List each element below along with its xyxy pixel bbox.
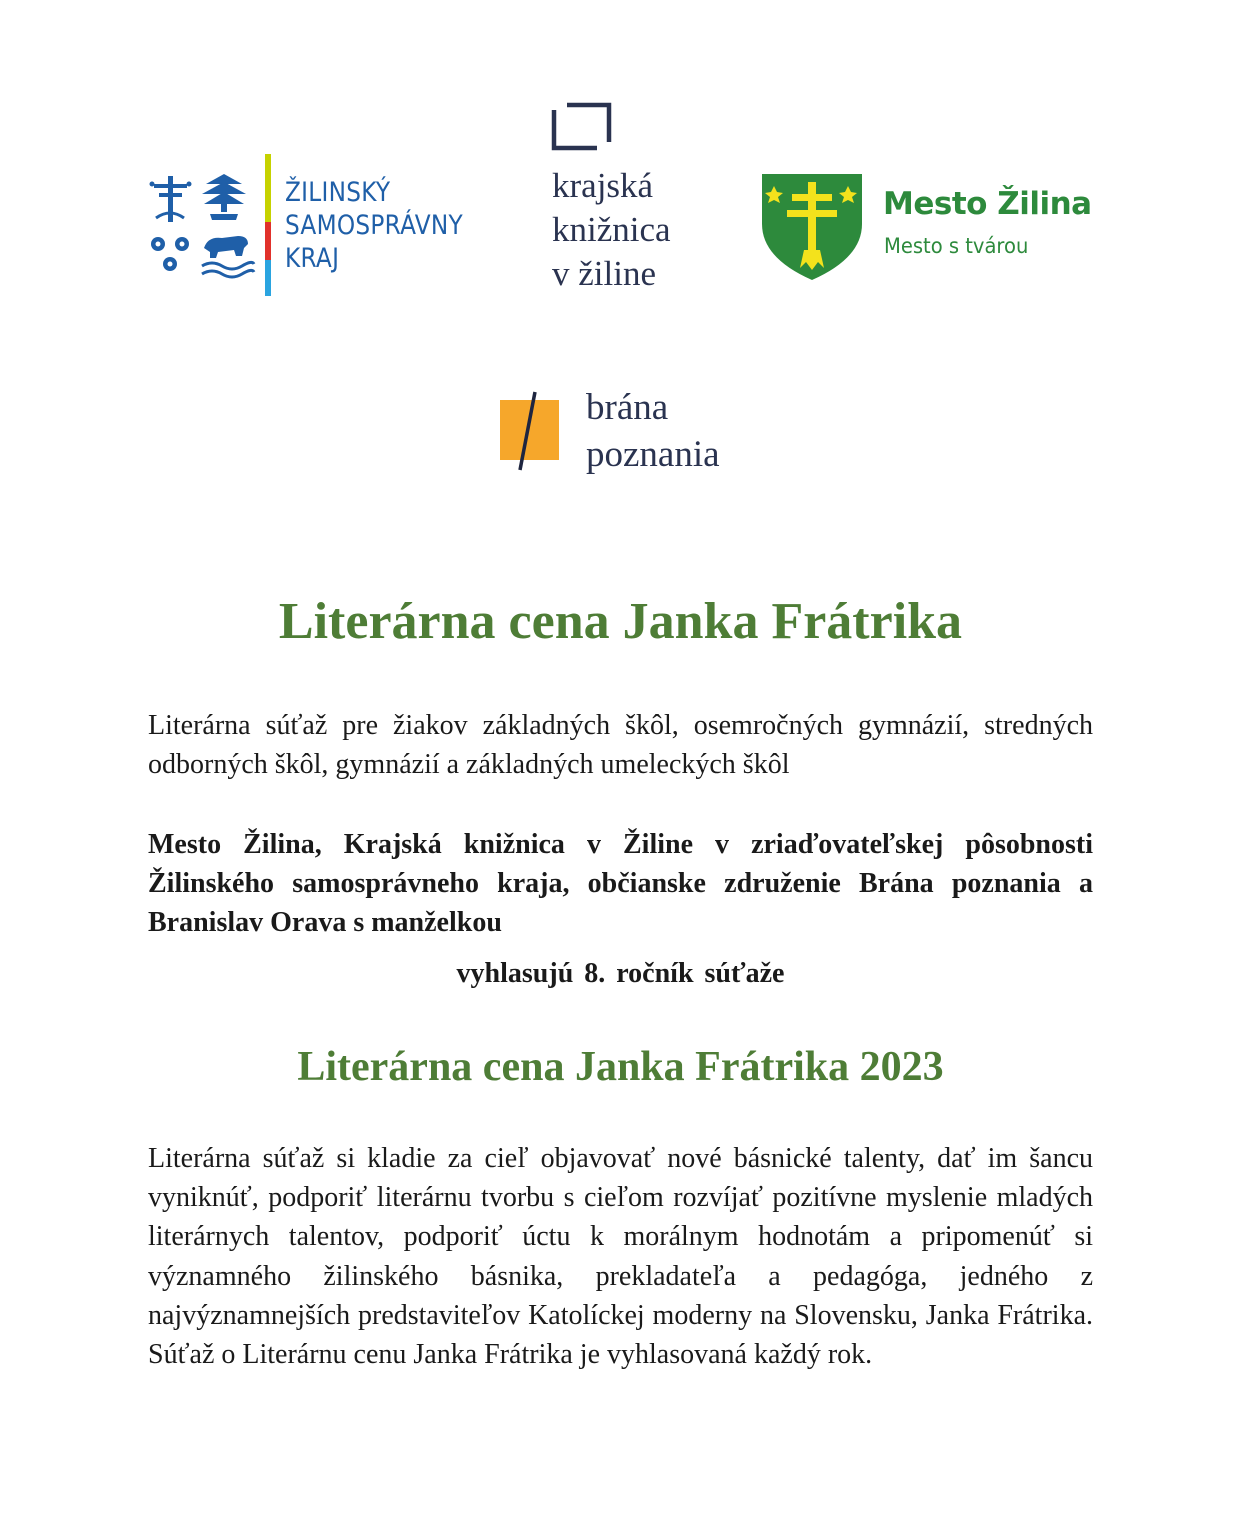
- kniznica-logo-text: [552, 164, 671, 296]
- zsk-line-3: KRAJ: [285, 243, 340, 274]
- kniznica-line-3: v žiline: [552, 254, 656, 293]
- brana-line-1: brána: [586, 387, 669, 428]
- kniznica-line-2: knižnica: [552, 210, 671, 249]
- intro-paragraph: Literárna súťaž pre žiakov základných škôl, osemročných gymnázií, stredných odborných škôl, gymnázií a základných umeleckých škôl: [148, 710, 1093, 780]
- kniznica-frame-icon: [551, 102, 613, 152]
- zsk-coat-of-arms-icon: [146, 174, 256, 284]
- mesto-zilina-subtitle: Mesto s tvárou: [884, 234, 1029, 258]
- brana-logo-text: [586, 384, 720, 478]
- organizers-paragraph: Mesto Žilina, Krajská knižnica v Žiline v zriaďovateľskej pôsobnosti Žilinského samosprávneho kraja, občianske združenie Brána poznania a Branislav Orava s manželkou: [148, 829, 1093, 938]
- brana-gate-icon: [498, 384, 568, 476]
- year-title: Literárna cena Janka Frátrika 2023: [297, 1044, 944, 1090]
- kniznica-logo: [551, 102, 711, 302]
- double-cross-coat-of-arms-icon: [760, 172, 864, 282]
- zsk-logo-text: [285, 176, 463, 275]
- mesto-zilina-logo: [760, 172, 1100, 284]
- zsk-bar-blue: [265, 260, 271, 296]
- mesto-zilina-title: Mesto Žilina: [883, 186, 1092, 222]
- brana-line-2: poznania: [586, 434, 720, 475]
- kniznica-line-1: krajská: [552, 166, 654, 205]
- announce-line: vyhlasujú 8. ročník súťaže: [456, 958, 785, 989]
- zsk-line-1: ŽILINSKÝ: [285, 177, 391, 208]
- main-title: Literárna cena Janka Frátrika: [278, 593, 963, 650]
- zsk-bar-yellow: [265, 154, 271, 222]
- body-paragraph: Literárna súťaž si kladie za cieľ objavovať nové básnické talenty, dať im šancu vyniknúť, podporiť literárnu tvorbu s cieľom rozvíjať pozitívne myslenie mladých literárnych talentov, podporiť úctu k morálnym hodnotám a pripomenúť si významného žilinského básnika, prekladateľa a pedagóga, jedného z najvýznamnejších predstaviteľov Katolíckej moderny na Slovensku, Janka Frátrika. Súťaž o Literárnu cenu Janka Frátrika je vyhlasovaná každý rok.: [148, 1143, 1093, 1371]
- brana-poznania-logo: [498, 384, 758, 476]
- zsk-bar-red: [265, 222, 271, 260]
- zsk-line-2: SAMOSPRÁVNY: [285, 210, 463, 241]
- zsk-logo: [146, 154, 466, 296]
